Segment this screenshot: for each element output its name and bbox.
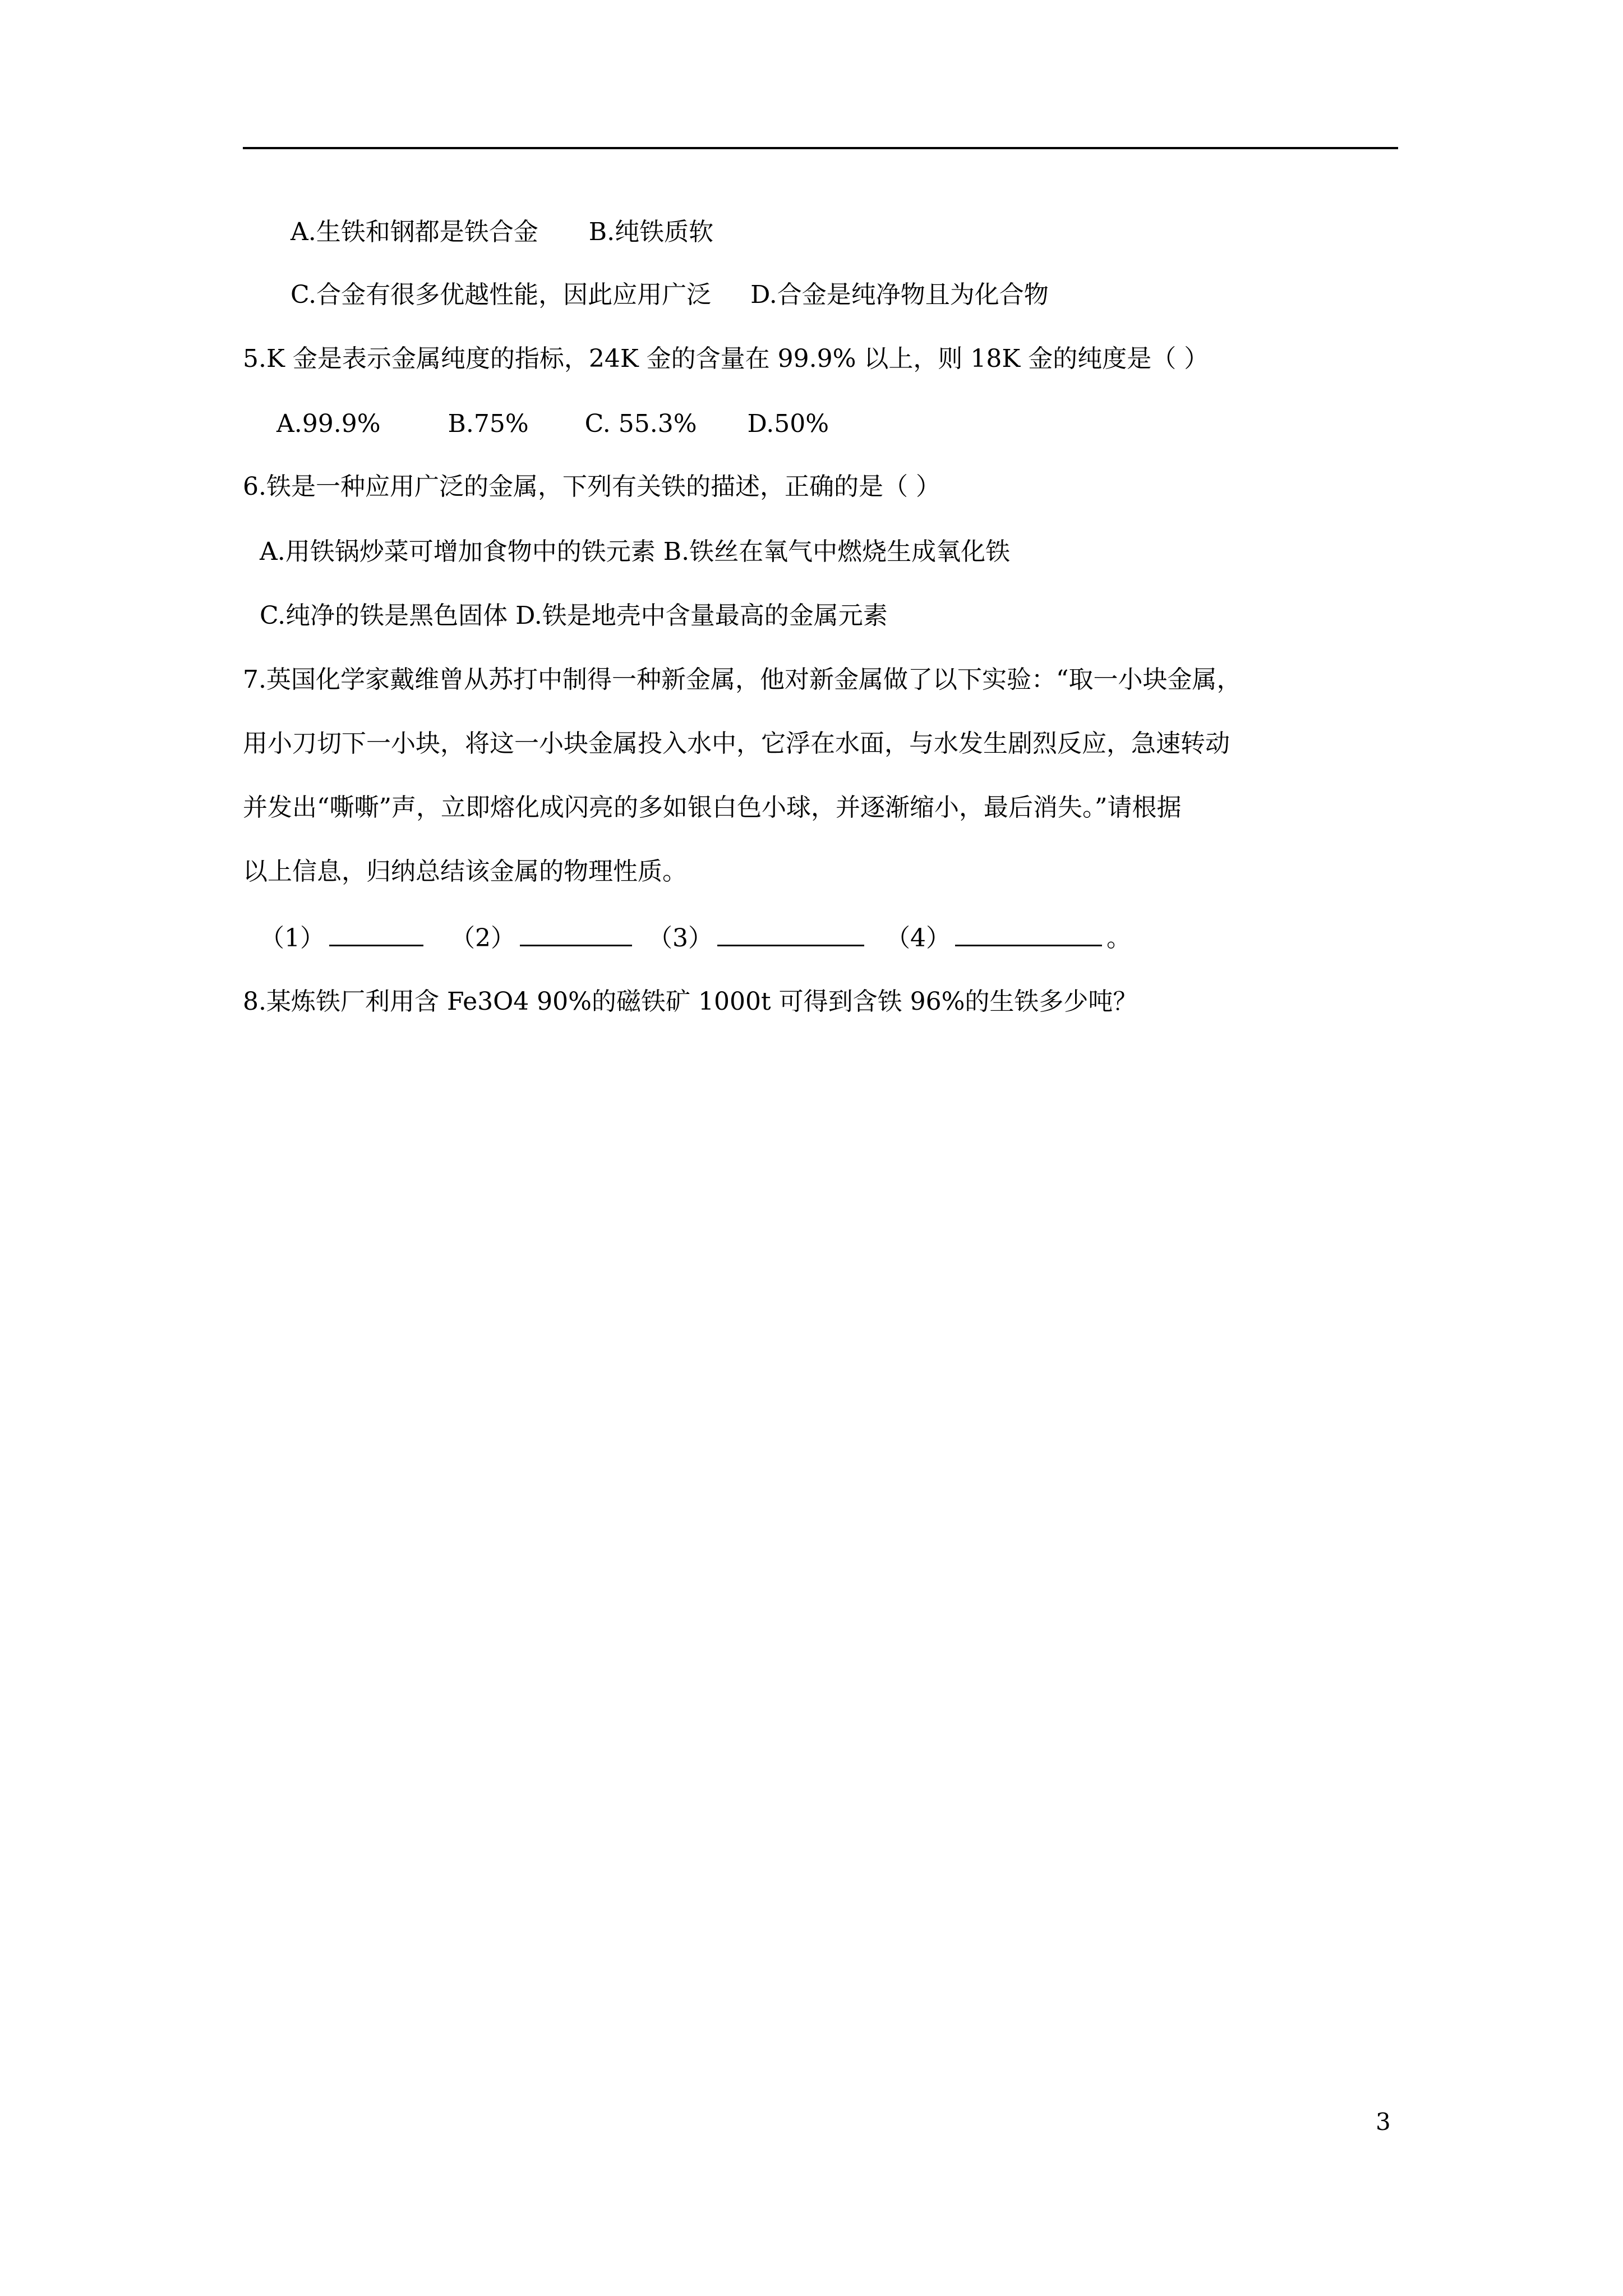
q7-line-3: 并发出“嘶嘶”声，立即熔化成闪亮的多如银白色小球，并逐渐缩小，最后消失。”请根据: [243, 793, 1182, 822]
q6-options-cd: C.纯净的铁是黑色固体 D.铁是地壳中含量最高的金属元素: [260, 601, 888, 630]
page-number: 3: [1376, 2108, 1391, 2136]
q5-stem: 5.K 金是表示金属纯度的指标，24K 金的含量在 99.9% 以上，则 18K 金的纯度是（ ）: [243, 344, 1209, 373]
q7-end-mark: 。: [1106, 924, 1131, 953]
q7-blank-4-label: （4）: [886, 924, 951, 953]
q4-option-b: B.纯铁质软: [588, 218, 714, 246]
q7-blank-2[interactable]: [520, 920, 632, 946]
q5-option-d: D.50%: [747, 409, 829, 438]
q7-line-1: 7.英国化学家戴维曾从苏打中制得一种新金属，他对新金属做了以下实验：“取一小块金属，: [243, 665, 1242, 694]
q5-options: [276, 407, 829, 441]
q8-stem: 8.某炼铁厂利用含 Fe3O4 90%的磁铁矿 1000t 可得到含铁 96%的生铁多少吨？: [243, 987, 1138, 1016]
q7-blank-1[interactable]: [329, 920, 423, 946]
q4-option-d: D.合金是纯净物且为化合物: [750, 280, 1049, 309]
q5-option-c: C. 55.3%: [584, 409, 697, 438]
q6-stem: 6.铁是一种应用广泛的金属，下列有关铁的描述，正确的是（ ）: [243, 472, 940, 501]
header-rule: [243, 147, 1398, 149]
q5-option-a: A.99.9%: [276, 409, 381, 438]
q4-option-line-ab: [291, 215, 713, 249]
q4-option-line-cd: [291, 278, 1049, 312]
q7-answer-blanks: [260, 920, 1131, 955]
q7-blank-4[interactable]: [955, 920, 1102, 946]
q6-options-ab: A.用铁锅炒菜可增加食物中的铁元素 B.铁丝在氧气中燃烧生成氧化铁: [260, 537, 1011, 566]
q5-option-b: B.75%: [448, 409, 529, 438]
q7-blank-3[interactable]: [717, 920, 864, 946]
q7-blank-1-label: （1）: [260, 924, 325, 953]
q7-line-2: 用小刀切下一小块，将这一小块金属投入水中，它浮在水面，与水发生剧烈反应，急速转动: [243, 729, 1230, 758]
q7-blank-2-label: （2）: [450, 924, 515, 953]
q4-option-c: C.合金有很多优越性能，因此应用广泛: [291, 280, 712, 309]
q4-option-a: A.生铁和钢都是铁合金: [291, 218, 538, 246]
q7-blank-3-label: （3）: [648, 924, 713, 953]
q7-line-4: 以上信息，归纳总结该金属的物理性质。: [243, 857, 687, 886]
